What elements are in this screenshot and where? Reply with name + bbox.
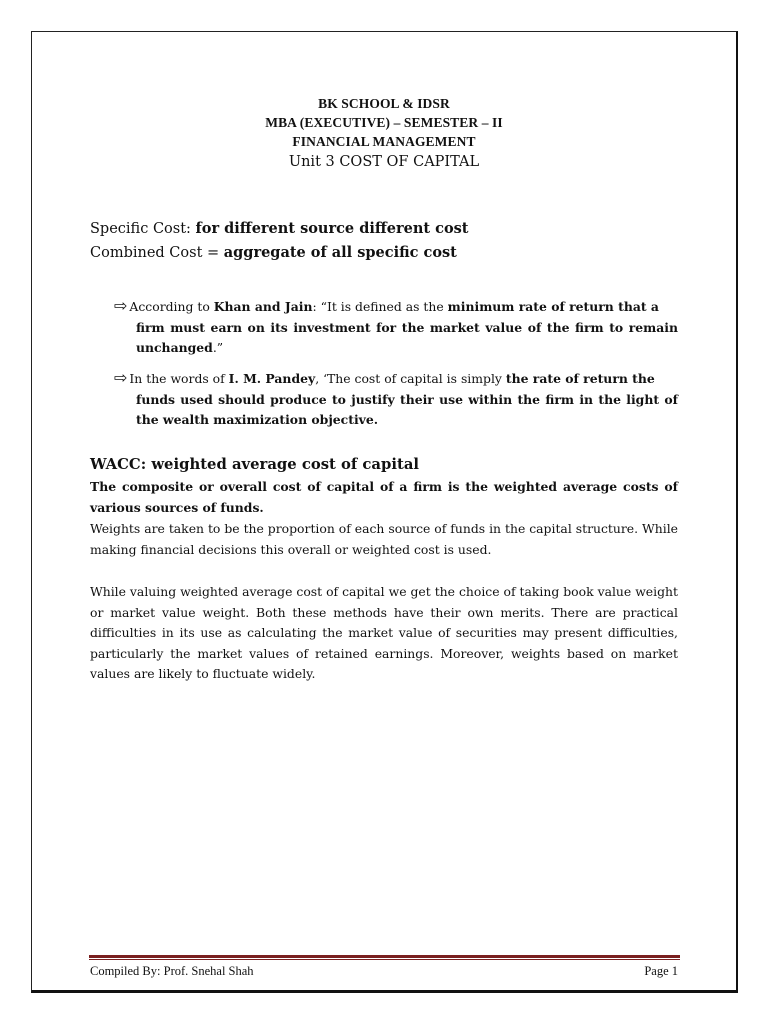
bullet-emphasis: firm must earn on its investment for the market value of the firm to remain unchanged xyxy=(136,319,678,355)
specific-cost-value: for different source different cost xyxy=(195,220,469,237)
wacc-paragraph-weights: Weights are taken to be the proportion of each source of funds in the capital structure. While making financial decisions this overall or weighted cost is used. xyxy=(90,521,678,557)
footer-compiled-by: Compiled By: Prof. Snehal Shah xyxy=(90,964,254,978)
arrow-right-icon: ⇨ xyxy=(114,296,128,315)
bullet-text: : “It is defined as the xyxy=(312,299,448,314)
bullet-emphasis: funds used should produce to justify their use within the firm in the light of the wealth maximization objective. xyxy=(136,391,678,427)
combined-cost-label: Combined Cost = xyxy=(90,245,224,261)
specific-cost-label: Specific Cost: xyxy=(90,221,196,237)
course-name: FINANCIAL MANAGEMENT xyxy=(292,134,476,149)
document-header xyxy=(0,94,768,173)
bullet-pandey xyxy=(114,369,678,431)
combined-cost-line xyxy=(90,241,468,265)
unit-title: Unit 3 COST OF CAPITAL xyxy=(288,154,480,170)
bullet-continuation xyxy=(114,390,678,431)
bullet-text: In the words of xyxy=(129,371,229,386)
bullet-continuation xyxy=(114,318,678,359)
program-name: MBA (EXECUTIVE) – SEMESTER – II xyxy=(265,115,503,130)
bullet-text: According to xyxy=(129,299,214,314)
footer-page-number: Page 1 xyxy=(644,964,678,978)
bullet-emphasis: the rate of return the xyxy=(505,371,655,386)
bullet-khan-jain xyxy=(114,297,678,359)
footer-rule xyxy=(89,955,680,958)
combined-cost-value: aggregate of all specific cost xyxy=(223,244,457,261)
bullet-text: .” xyxy=(212,340,224,355)
wacc-heading: WACC: weighted average cost of capital xyxy=(90,456,420,473)
specific-cost-line xyxy=(90,217,468,241)
wacc-paragraph-valuation: While valuing weighted average cost of capital we get the choice of taking book value weight or market value weight. Both these methods have their own merits. There are practical difficulties in its use as calculating the market value of securities may present difficulties, particularly the market values of retained earnings. Moreover, weights based on market values are likely to fluctuate widely. xyxy=(90,584,678,681)
bullet-author: Khan and Jain xyxy=(213,299,313,314)
wacc-bold-paragraph: The composite or overall cost of capital of a firm is the weighted average costs of various sources of funds. xyxy=(90,479,678,515)
footer-rule-thin xyxy=(89,959,680,960)
bullet-emphasis: minimum rate of return that a xyxy=(447,299,659,314)
bullet-text: , ‘The cost of capital is simply xyxy=(315,371,506,386)
cost-definitions xyxy=(90,217,468,265)
school-name: BK SCHOOL & IDSR xyxy=(318,96,450,111)
arrow-right-icon: ⇨ xyxy=(114,368,128,387)
bullet-author: I. M. Pandey xyxy=(228,371,316,386)
